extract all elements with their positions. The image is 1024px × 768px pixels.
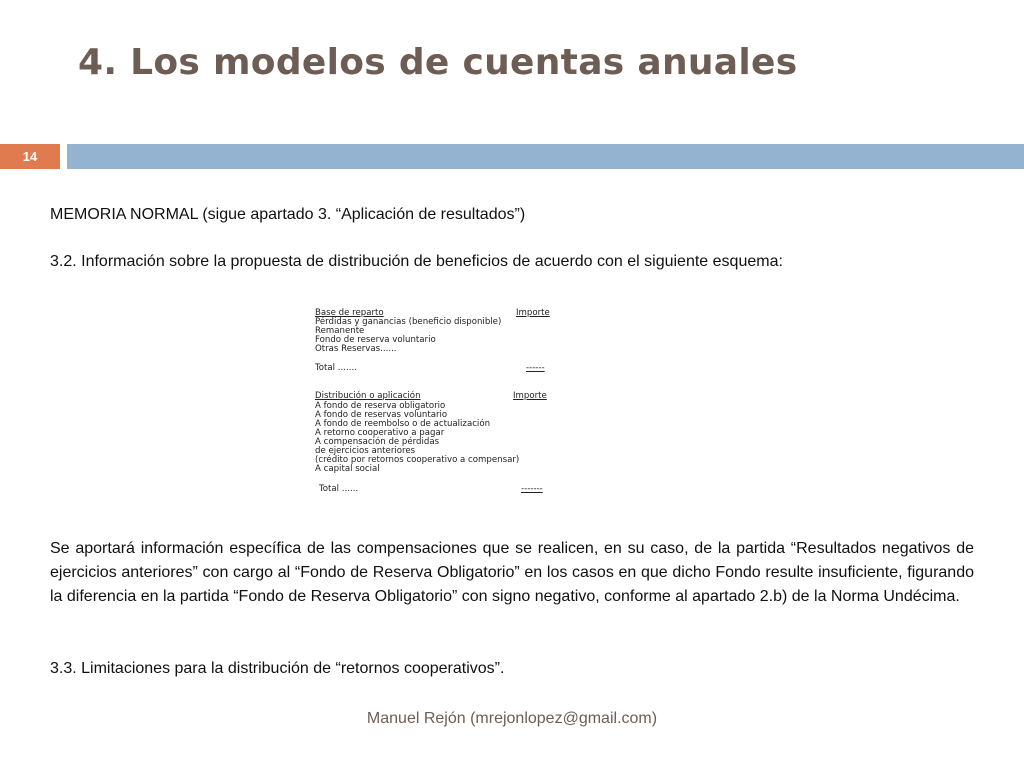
scheme-row: A capital social — [315, 464, 380, 474]
scheme-row: A compensación de pérdidas — [315, 437, 440, 447]
base-total-label: Total ....... — [315, 363, 357, 373]
base-header: Base de reparto — [315, 308, 384, 318]
compensation-paragraph: Se aportará información específica de las compensaciones que se realicen, en su caso, de la partida “Resultados negativos de ejercicios anteriores” con cargo al “Fondo de Reserva Obligatorio” en los casos en que dicho Fondo resulte insuficiente, figurando la diferencia en la partida “Fondo de Reserva Obligatorio” con signo negativo, conforme al apartado 2.b) de la Norma Undécima. — [50, 540, 974, 605]
distribution-total-label: Total ...... — [319, 484, 359, 494]
section-3-2-text: 3.2. Información sobre la propuesta de distribución de beneficios de acuerdo con el siguiente esquema: — [50, 253, 783, 270]
scheme-row: Pérdidas y ganancias (beneficio disponible) — [315, 317, 502, 327]
scheme-row: A fondo de reservas voluntario — [315, 410, 448, 420]
distribution-amount-header: Importe — [513, 391, 547, 401]
slide-title: 4. Los modelos de cuentas anuales — [78, 42, 798, 83]
base-total-value: ------ — [526, 363, 545, 373]
scheme-row: A fondo de reembolso o de actualización — [315, 419, 491, 429]
memoria-heading: MEMORIA NORMAL (sigue apartado 3. “Aplicación de resultados”) — [50, 206, 526, 223]
scheme-row: A retorno cooperativo a pagar — [315, 428, 445, 438]
scheme-row: Fondo de reserva voluntario — [315, 335, 436, 345]
section-3-3-text: 3.3. Limitaciones para la distribución de “retornos cooperativos”. — [50, 660, 505, 677]
header-accent-bar — [67, 144, 1024, 169]
slide-number: 14 — [0, 144, 60, 169]
scheme-row: (crédito por retornos cooperativo a compensar) — [315, 455, 520, 465]
distribution-total-value: ------- — [521, 484, 543, 494]
footer-author: Manuel Rejón (mrejonlopez@gmail.com) — [366, 710, 658, 727]
scheme-row: Otras Reservas...... — [315, 344, 397, 354]
distribution-header: Distribución o aplicación — [315, 391, 421, 401]
scheme-row: de ejercicios anteriores — [315, 446, 416, 456]
distribution-scheme-table — [305, 296, 565, 501]
scheme-row: A fondo de reserva obligatorio — [315, 401, 446, 411]
base-amount-header: Importe — [516, 308, 550, 318]
scheme-row: Remanente — [315, 326, 365, 336]
